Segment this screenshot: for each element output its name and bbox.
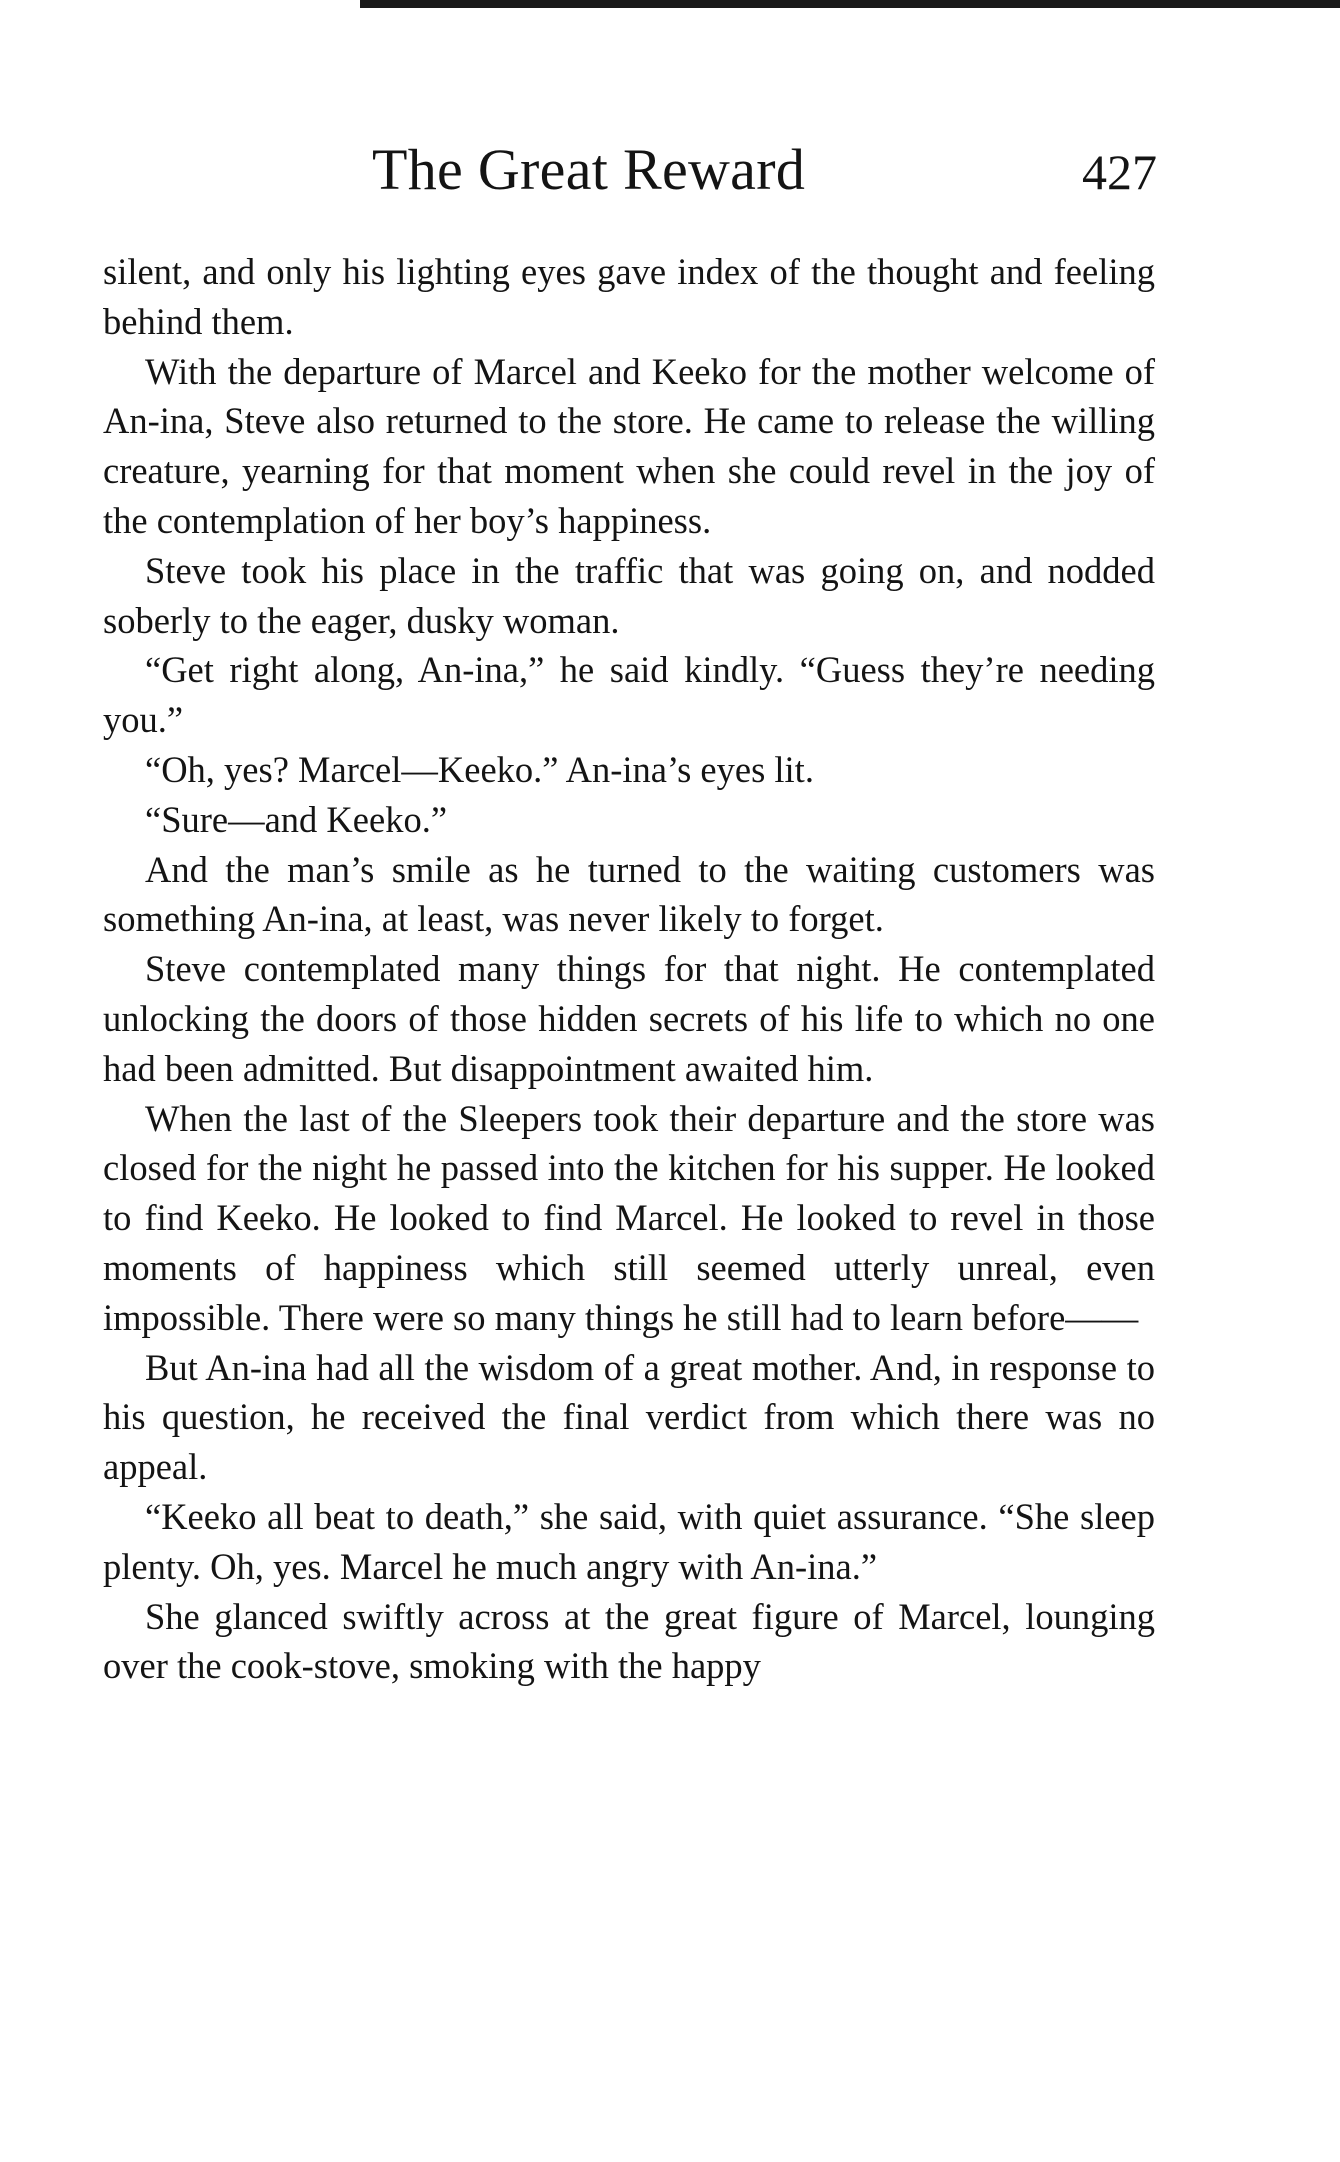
paragraph: “Oh, yes? Marcel—Keeko.” An-ina’s eyes lit. (145, 748, 814, 790)
paragraph: “Keeko all beat to death,” she said, with quiet assurance. “She sleep plenty. Oh, yes. Marcel he much angry with An-ina.” (103, 1495, 1155, 1587)
page-header (0, 130, 1340, 210)
running-title: The Great Reward (372, 137, 806, 202)
paragraph: But An-ina had all the wisdom of a great mother. And, in response to his question, he received the final verdict from which there was no appeal. (103, 1346, 1155, 1488)
paragraph: “Get right along, An-ina,” he said kindly. “Guess they’re needing you.” (103, 649, 1155, 741)
page-number: 427 (1082, 144, 1157, 200)
body-text (103, 247, 1155, 1691)
paragraph: When the last of the Sleepers took their departure and the store was closed for the night he passed into the kitchen for his supper. He looked to find Keeko. He looked to find Marcel. He looked to revel in those moments of happiness which still seemed utterly unreal, even impossible. There were so many things he still had to learn before—— (103, 1097, 1155, 1338)
paragraph: Steve took his place in the traffic that was going on, and nodded soberly to the eager, dusky woman. (103, 549, 1155, 641)
paragraph: She glanced swiftly across at the great figure of Marcel, lounging over the cook-stove, smoking with the happy (103, 1595, 1155, 1687)
paragraph: Steve contemplated many things for that night. He contemplated unlocking the doors of those hidden secrets of his life to which no one had been admitted. But disappointment awaited him. (103, 948, 1155, 1089)
paragraph: And the man’s smile as he turned to the waiting customers was something An-ina, at least, was never likely to forget. (103, 848, 1155, 940)
top-rule (360, 0, 1340, 8)
paragraph: “Sure—and Keeko.” (145, 798, 448, 840)
paragraph: silent, and only his lighting eyes gave index of the thought and feeling behind them. (103, 251, 1155, 342)
paragraph: With the departure of Marcel and Keeko for the mother welcome of An-ina, Steve also returned to the store. He came to release the willing creature, yearning for that moment when she could revel in the joy of the contemplation of her boy’s happiness. (103, 350, 1155, 541)
